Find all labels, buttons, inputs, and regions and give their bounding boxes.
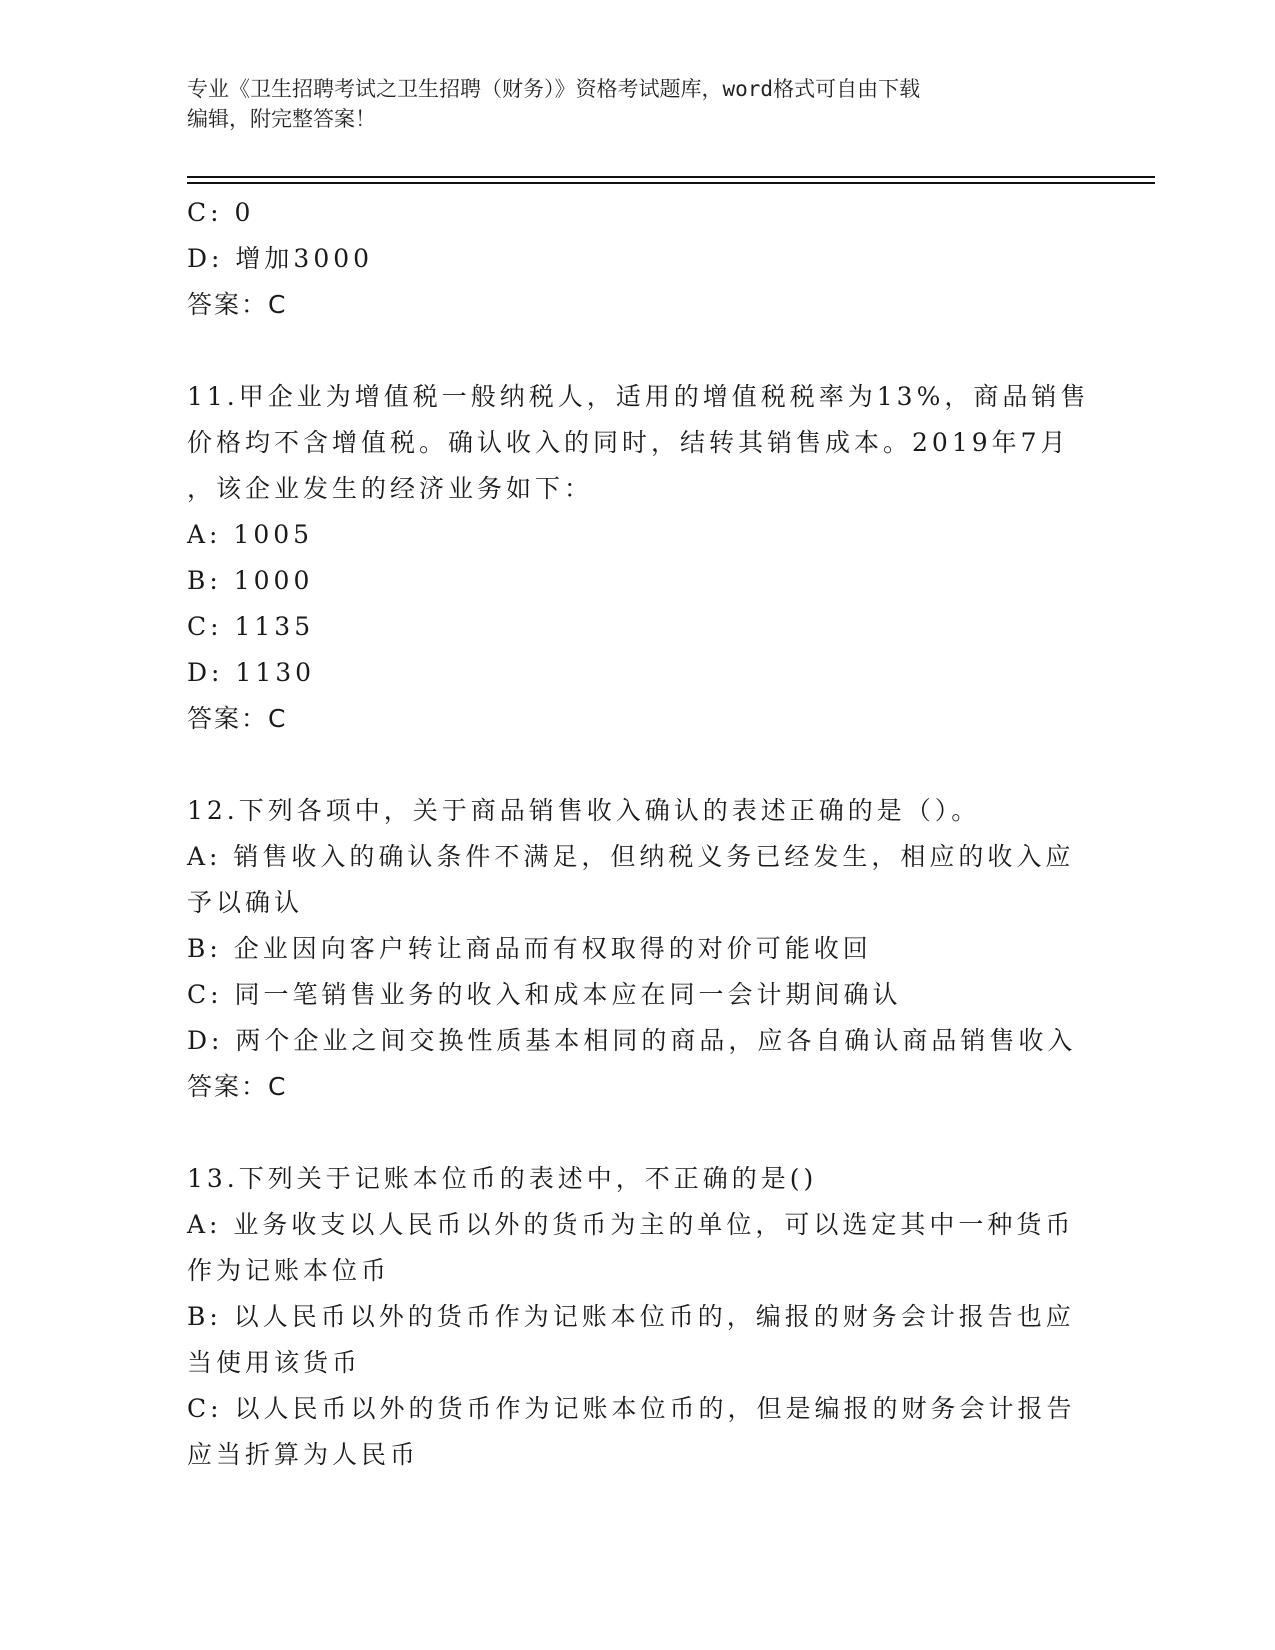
option-d: D: 两个企业之间交换性质基本相同的商品，应各自确认商品销售收入 xyxy=(187,1026,1077,1055)
option-b: B: 以人民币以外的货币作为记账本位币的，编报的财务会计报告也应 xyxy=(187,1302,1075,1331)
option-d: D: 1130 xyxy=(187,658,316,687)
option-a: A: 1005 xyxy=(187,520,314,549)
document-header xyxy=(187,74,1067,134)
answer: 答案：C xyxy=(187,1072,288,1101)
answer: 答案：C xyxy=(187,704,288,733)
option-c: C: 0 xyxy=(187,198,255,227)
spacer xyxy=(187,1110,1087,1156)
option-d: D: 增加3000 xyxy=(187,244,374,273)
question-11 xyxy=(187,374,1090,742)
spacer xyxy=(187,328,1087,374)
question-12 xyxy=(187,788,1087,1110)
question-stem: ，该企业发生的经济业务如下： xyxy=(187,474,594,503)
option-b: B: 1000 xyxy=(187,566,314,595)
header-line-2: 编辑，附完整答案！ xyxy=(187,107,376,131)
option-c: C: 同一笔销售业务的收入和成本应在同一会计期间确认 xyxy=(187,980,902,1009)
question-stem: 12.下列各项中，关于商品销售收入确认的表述正确的是（）。 xyxy=(187,796,981,825)
header-divider-bottom xyxy=(187,182,1155,184)
spacer xyxy=(187,742,1087,788)
question-10-tail xyxy=(187,190,1087,328)
option-c-continued: 应当折算为人民币 xyxy=(187,1440,420,1469)
question-content xyxy=(187,190,1090,1478)
answer: 答案：C xyxy=(187,290,288,319)
question-stem: 价格均不含增值税。确认收入的同时，结转其销售成本。2019年7月 xyxy=(187,428,1070,457)
option-a-continued: 予以确认 xyxy=(187,888,304,917)
header-line-1: 专业《卫生招聘考试之卫生招聘（财务）》资格考试题库，word格式可自由下载 xyxy=(187,77,921,101)
option-a: A: 业务收支以人民币以外的货币为主的单位，可以选定其中一种货币 xyxy=(187,1210,1075,1239)
header-divider-top xyxy=(187,176,1155,178)
option-a: A: 销售收入的确认条件不满足，但纳税义务已经发生，相应的收入应 xyxy=(187,842,1075,871)
option-c: C: 以人民币以外的货币作为记账本位币的，但是编报的财务会计报告 xyxy=(187,1394,1076,1423)
question-stem: 11.甲企业为增值税一般纳税人，适用的增值税税率为13%，商品销售 xyxy=(187,382,1090,411)
option-a-continued: 作为记账本位币 xyxy=(187,1256,391,1285)
option-b: B: 企业因向客户转让商品而有权取得的对价可能收回 xyxy=(187,934,872,963)
question-13 xyxy=(187,1156,1087,1478)
option-b-continued: 当使用该货币 xyxy=(187,1348,362,1377)
option-c: C: 1135 xyxy=(187,612,315,641)
question-stem: 13.下列关于记账本位币的表述中，不正确的是() xyxy=(187,1164,818,1193)
